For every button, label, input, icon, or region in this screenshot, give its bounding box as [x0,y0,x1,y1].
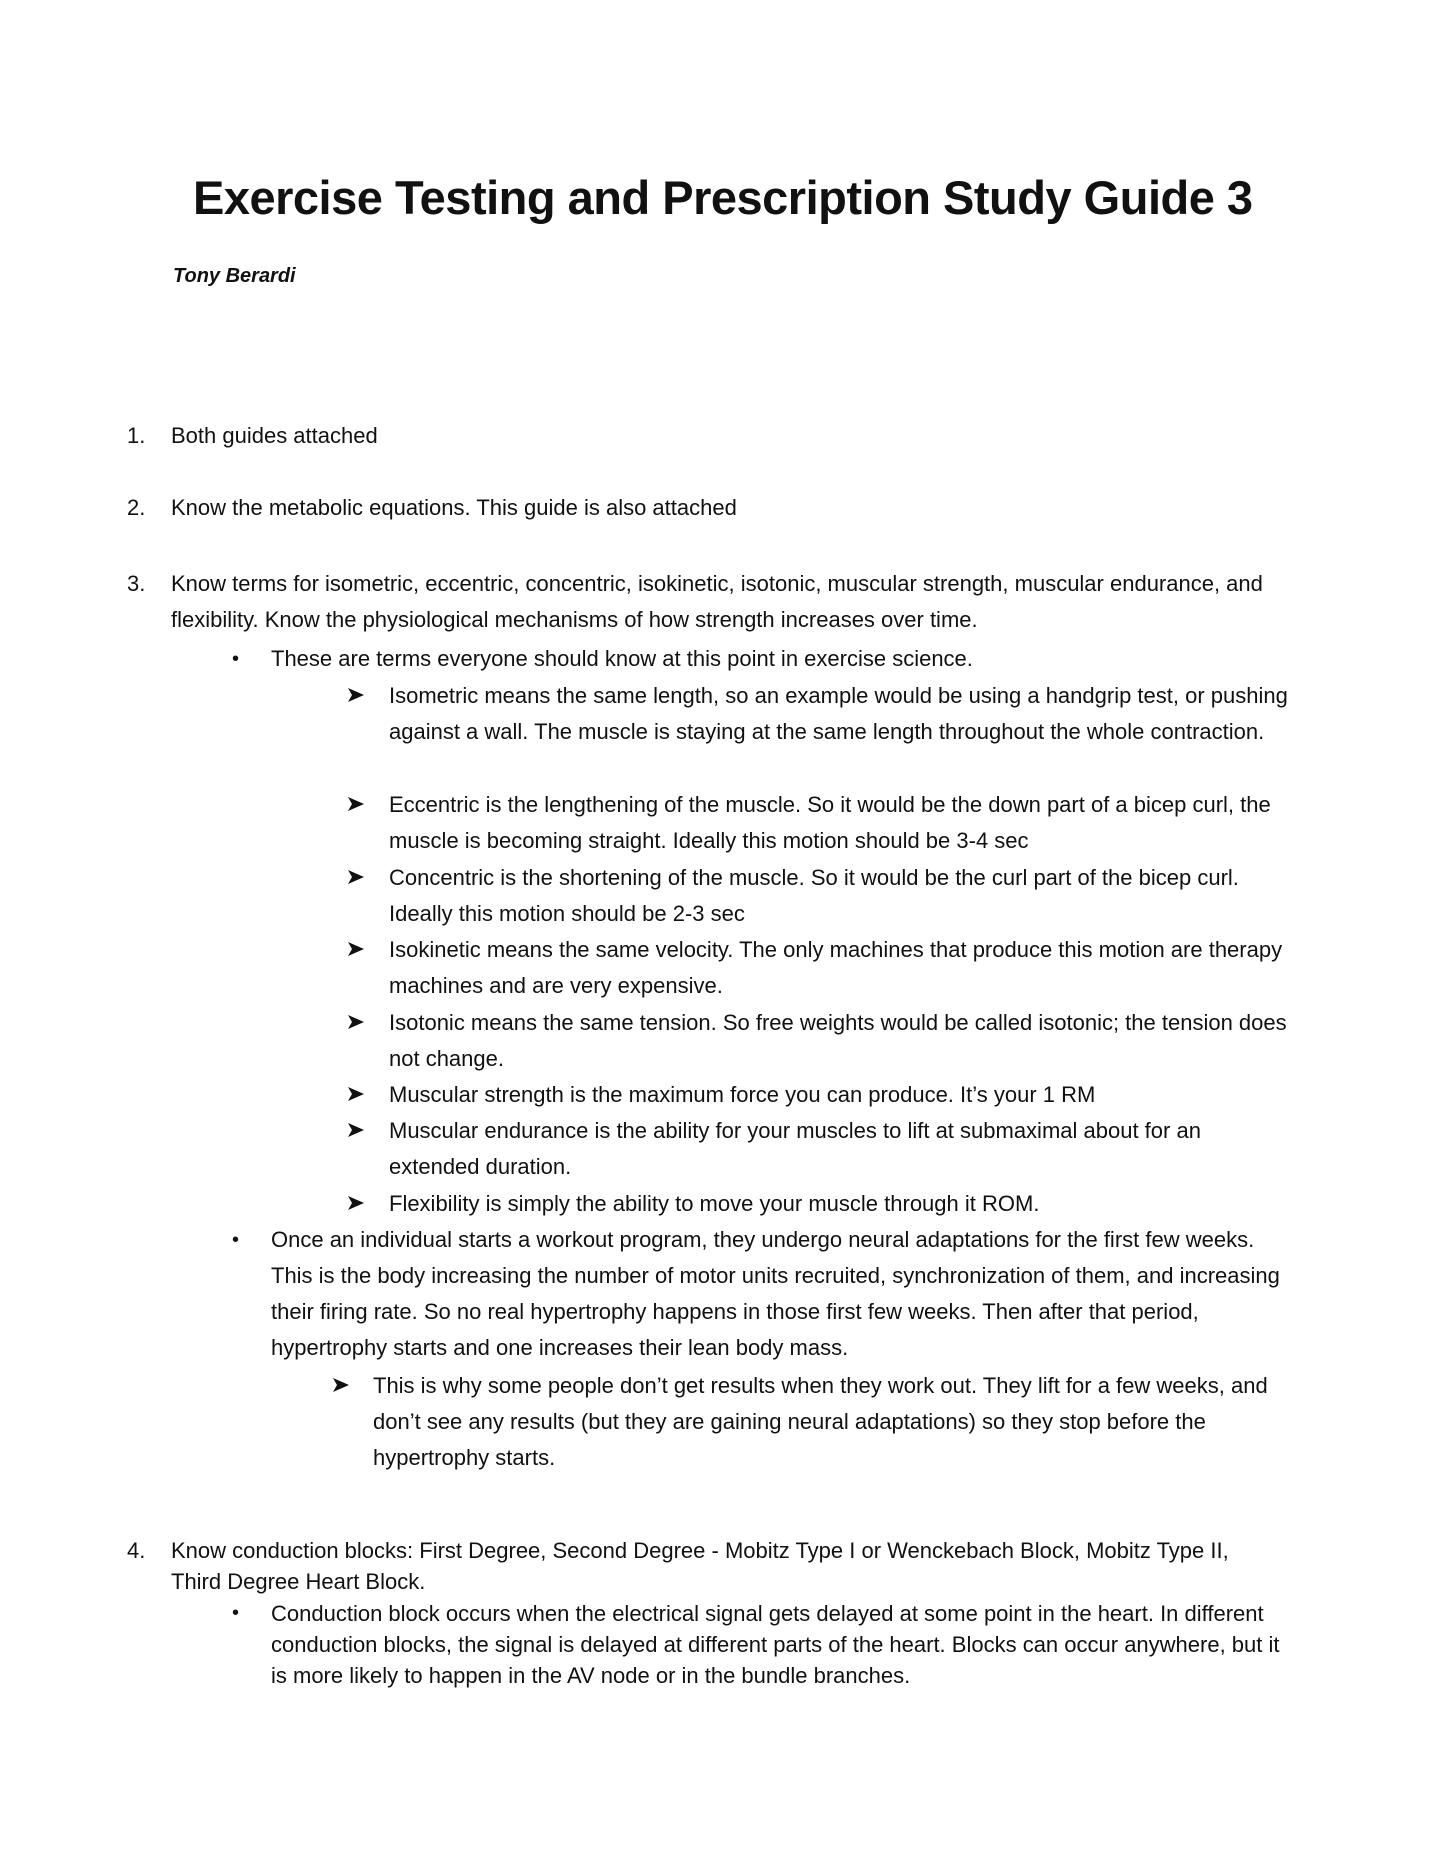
bullet-text: Conduction block occurs when the electrical signal gets delayed at some point in the heart. In different conduction blocks, the signal is delayed at different parts of the heart. Blocks can occur anywhere, but it is more likely to happen in the AV node or in the bundle branches. [271,1601,1280,1688]
bullet-dot-icon: • [232,1229,240,1251]
arrowhead-bullet-icon [347,1085,367,1105]
list-number: 2. [127,495,146,520]
arrowhead-bullet-icon [347,868,367,888]
author-name: Tony Berardi [173,265,296,287]
list-item-text: Know terms for isometric, eccentric, concentric, isokinetic, isotonic, muscular strength, muscular endurance, and flexibility. Know the physiological mechanisms of how strength increases over time. [171,571,1263,632]
page-title: Exercise Testing and Prescription Study Guide 3 [193,171,1253,224]
list-item-text: Know the metabolic equations. This guide is also attached [171,495,737,520]
bullet-dot-icon: • [232,1602,240,1624]
list-number: 1. [127,423,146,448]
sub-bullet-text: Flexibility is simply the ability to move your muscle through it ROM. [389,1191,1040,1216]
bullet-dot-icon: • [232,648,240,670]
arrowhead-bullet-icon [332,1376,352,1396]
arrowhead-bullet-icon [347,795,367,815]
list-number: 3. [127,571,146,596]
arrowhead-bullet-icon [347,686,367,706]
arrowhead-bullet-icon [347,1121,367,1141]
sub-bullet-text: Concentric is the shortening of the muscle. So it would be the curl part of the bicep curl. Ideally this motion should be 2-3 sec [389,865,1239,926]
list-item-text: Both guides attached [171,423,378,448]
arrowhead-bullet-icon [347,940,367,960]
sub-bullet-text: Isokinetic means the same velocity. The only machines that produce this motion are therapy machines and are very expensive. [389,937,1283,998]
sub-bullet-text: Muscular strength is the maximum force you can produce. It’s your 1 RM [389,1082,1096,1107]
bullet-text: Once an individual starts a workout program, they undergo neural adaptations for the first few weeks. This is the body increasing the number of motor units recruited, synchronization of them, and increasing their firing rate. So no real hypertrophy happens in those first few weeks. Then after that period, hypertrophy starts and one increases their lean body mass. [271,1227,1280,1360]
list-number: 4. [127,1538,146,1563]
sub-bullet-text: Muscular endurance is the ability for your muscles to lift at submaximal about for an extended duration. [389,1118,1201,1179]
sub-bullet-text: Isometric means the same length, so an example would be using a handgrip test, or pushing against a wall. The muscle is staying at the same length throughout the whole contraction. [389,683,1288,744]
bullet-text: These are terms everyone should know at this point in exercise science. [271,646,973,671]
sub-bullet-text: Eccentric is the lengthening of the muscle. So it would be the down part of a bicep curl, the muscle is becoming straight. Ideally this motion should be 3-4 sec [389,792,1271,853]
list-item-text: Know conduction blocks: First Degree, Second Degree - Mobitz Type I or Wenckebach Block, Mobitz Type II, Third Degree Heart Block. [171,1538,1229,1594]
arrowhead-bullet-icon [347,1013,367,1033]
arrowhead-bullet-icon [347,1194,367,1214]
sub-bullet-text: This is why some people don’t get results when they work out. They lift for a few weeks, and don’t see any results (but they are gaining neural adaptations) so they stop before the hypertrophy starts. [373,1373,1268,1470]
sub-bullet-text: Isotonic means the same tension. So free weights would be called isotonic; the tension does not change. [389,1010,1287,1071]
